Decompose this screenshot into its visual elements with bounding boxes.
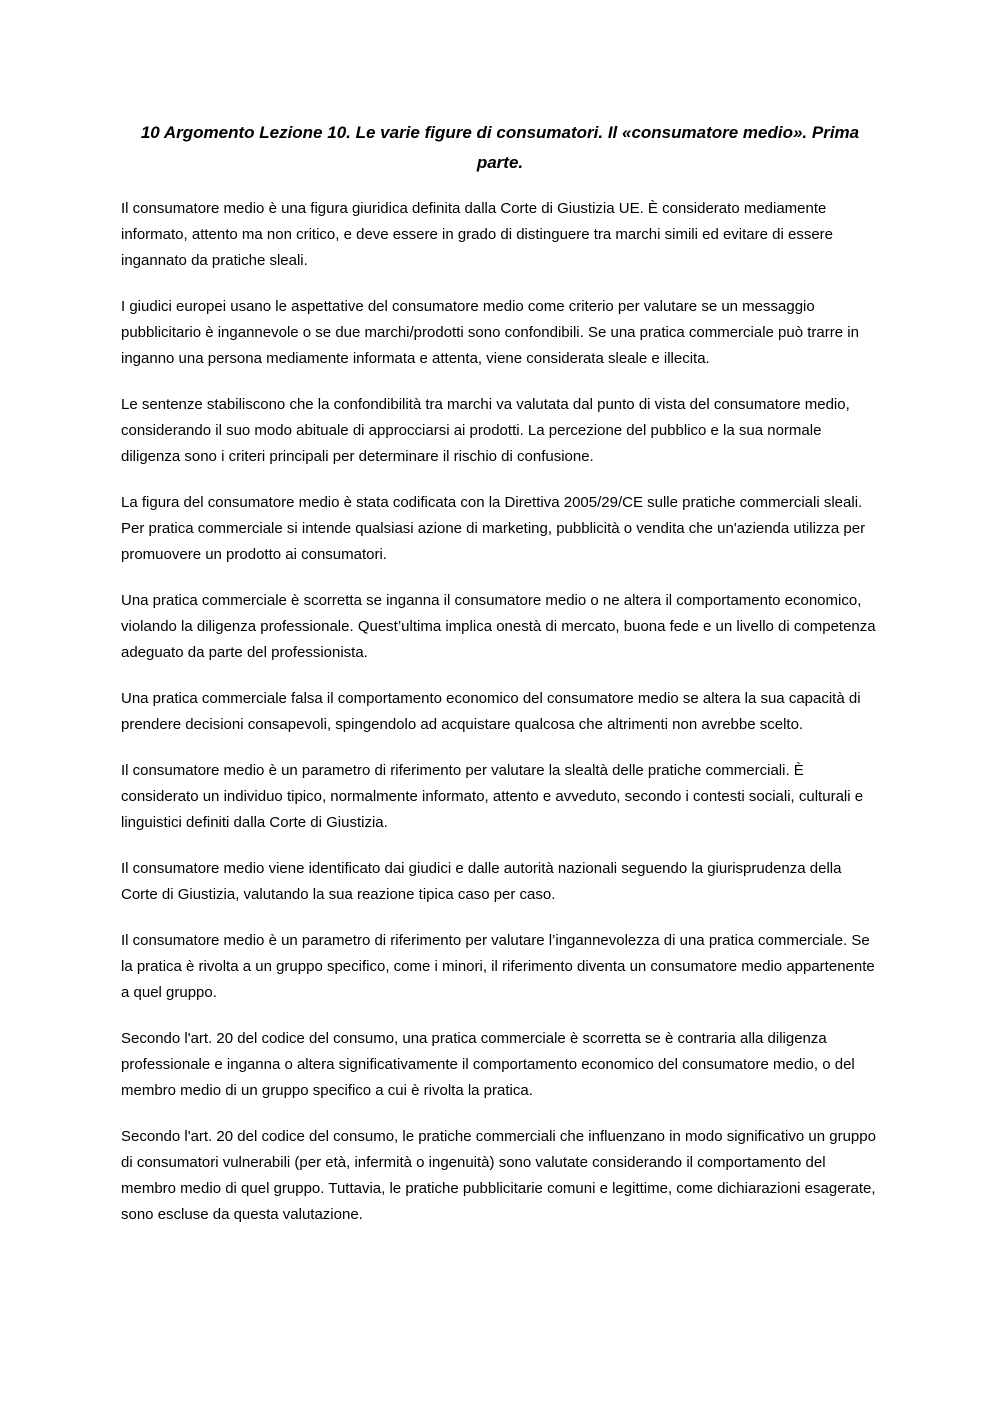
paragraph: Le sentenze stabiliscono che la confondibilità tra marchi va valutata dal punto di vista del consumatore medio, considerando il suo modo abituale di approcciarsi ai prodotti. La percezione del pubblico e la sua normale diligenza sono i criteri principali per determinare il rischio di confusione. — [121, 396, 850, 465]
document-title: 10 Argomento Lezione 10. Le varie figure di consumatori. Il «consumatore medio». Prima parte. — [140, 123, 860, 172]
paragraph: I giudici europei usano le aspettative del consumatore medio come criterio per valutare se un messaggio pubblicitario è ingannevole o se due marchi/prodotti sono confondibili. Se una pratica commerciale può trarre in inganno una persona mediamente informata e attenta, viene considerata sleale e illecita. — [121, 298, 859, 367]
paragraph: Secondo l'art. 20 del codice del consumo, una pratica commerciale è scorretta se è contraria alla diligenza professionale e inganna o altera significativamente il comportamento economico del consumatore medio, o del membro medio di un gruppo specifico a cui è rivolta la pratica. — [121, 1030, 855, 1099]
paragraph: Una pratica commerciale è scorretta se inganna il consumatore medio o ne altera il comportamento economico, violando la diligenza professionale. Quest’ultima implica onestà di mercato, buona fede e un livello di competenza adeguato da parte del professionista. — [121, 592, 876, 661]
paragraph: Il consumatore medio è un parametro di riferimento per valutare la slealtà delle pratiche commerciali. È considerato un individuo tipico, normalmente informato, attento e avveduto, secondo i contesti sociali, culturali e linguistici definiti dalla Corte di Giustizia. — [121, 762, 864, 831]
paragraph: Il consumatore medio viene identificato dai giudici e dalle autorità nazionali seguendo la giurisprudenza della Corte di Giustizia, valutando la sua reazione tipica caso per caso. — [121, 860, 842, 903]
paragraph: La figura del consumatore medio è stata codificata con la Direttiva 2005/29/CE sulle pratiche commerciali sleali. Per pratica commerciale si intende qualsiasi azione di marketing, pubblicità o vendita che un'azienda utilizza per promuovere un prodotto ai consumatori. — [121, 494, 866, 563]
paragraph: Il consumatore medio è un parametro di riferimento per valutare l’ingannevolezza di una pratica commerciale. Se la pratica è rivolta a un gruppo specifico, come i minori, il riferimento diventa un consumatore medio appartenente a quel gruppo. — [121, 932, 875, 1001]
paragraph: Una pratica commerciale falsa il comportamento economico del consumatore medio se altera la sua capacità di prendere decisioni consapevoli, spingendolo ad acquistare qualcosa che altrimenti non avrebbe scelto. — [121, 690, 861, 733]
paragraph: Secondo l'art. 20 del codice del consumo, le pratiche commerciali che influenzano in modo significativo un gruppo di consumatori vulnerabili (per età, infermità o ingenuità) sono valutate considerando il comportamento del membro medio di quel gruppo. Tuttavia, le pratiche pubblicitarie comuni e legittime, come dichiarazioni esagerate, sono escluse da questa valutazione. — [121, 1128, 876, 1223]
paragraph: Il consumatore medio è una figura giuridica definita dalla Corte di Giustizia UE. È considerato mediamente informato, attento ma non critico, e deve essere in grado di distinguere tra marchi simili ed evitare di essere ingannato da pratiche sleali. — [121, 200, 834, 269]
document-body — [121, 196, 881, 1248]
